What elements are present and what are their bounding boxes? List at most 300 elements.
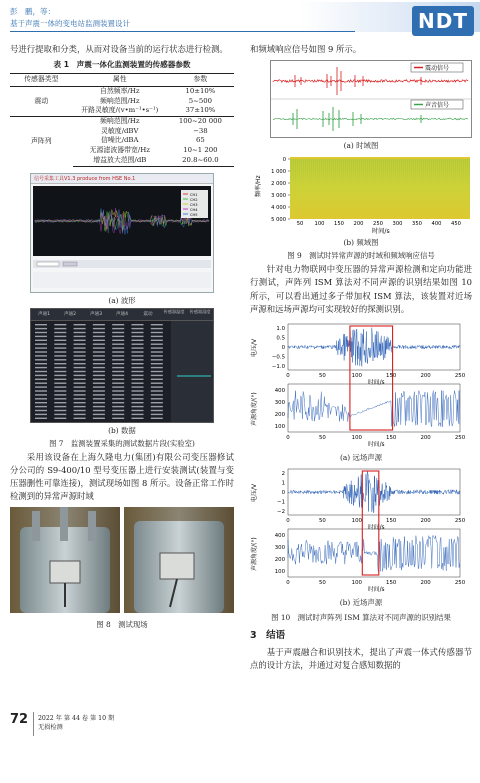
data-cell <box>93 378 105 379</box>
data-cell <box>132 339 144 340</box>
data-cell <box>74 324 86 325</box>
window-title: 信号采集工具V1.3 produce from HSE No.1 <box>31 174 213 184</box>
bushing <box>60 507 68 541</box>
fig10b-near-field <box>250 465 472 595</box>
x-tick-label: 150 <box>386 580 397 587</box>
data-cell <box>93 402 105 403</box>
fig10a-far-field <box>250 320 472 450</box>
y-tick-label: 0.5 <box>276 335 285 342</box>
x-tick-label: 0 <box>286 518 290 525</box>
data-cell <box>35 355 47 356</box>
data-cell <box>74 327 86 328</box>
fig8-caption: 图 8 测试现场 <box>96 620 148 630</box>
data-cell <box>112 386 124 387</box>
fig7a-caption: (a) 波形 <box>108 295 136 305</box>
section-heading: 3 结语 <box>250 630 286 642</box>
data-cell <box>93 390 105 391</box>
data-cell <box>151 402 163 403</box>
data-cell <box>54 351 66 352</box>
fig7-caption: 图 7 监测装置采集的测试数据片段(实验室) <box>49 438 195 448</box>
data-cell <box>112 394 124 395</box>
x-tick-label: 200 <box>420 580 431 587</box>
y-tick-label: 0 <box>282 157 286 164</box>
data-header-cell: 声通4 <box>115 311 129 317</box>
fig7b-caption: (b) 数据 <box>108 425 136 435</box>
data-cell <box>132 335 144 336</box>
table-cell: 信噪比/dBA <box>101 136 139 145</box>
voltage-axis-label: 电压/V <box>251 483 258 503</box>
data-cell <box>35 331 47 332</box>
fig10a-caption: (a) 远场声源 <box>339 453 383 463</box>
y-tick-label: 2 <box>281 471 285 478</box>
journal-issue: 2022 年 第 44 卷 第 10 期 <box>38 715 115 722</box>
paragraph: 和频域响应信号如图 9 所示。 <box>250 44 362 54</box>
page-number: 72 <box>10 712 29 727</box>
x-tick-label: 150 <box>386 373 397 380</box>
y-tick-label: −1 <box>277 499 285 506</box>
fig9a-plot <box>271 61 471 137</box>
data-cell <box>35 386 47 387</box>
x-tick-label: 200 <box>420 435 431 442</box>
data-cell <box>35 402 47 403</box>
data-cell <box>132 347 144 348</box>
data-cell <box>151 366 163 367</box>
data-cell <box>151 324 163 325</box>
x-tick-label: 50 <box>318 373 326 380</box>
journal-info <box>38 714 114 732</box>
xlabel: 时间/s <box>368 380 385 387</box>
data-cell <box>151 359 163 360</box>
xlabel: 时间/s <box>368 442 385 449</box>
y-tick-label: 400 <box>274 388 285 395</box>
table-cell: 增益放大范围/dB <box>73 156 167 166</box>
x-tick-label: 200 <box>420 518 431 525</box>
paragraph: 基于声震融合和识别技术，提出了声震一体式传感器节点的设计方法，并通过对复合感知数据的 <box>250 647 472 671</box>
data-cell <box>35 339 47 340</box>
x-tick-label: 100 <box>351 518 362 525</box>
fig9a-time-domain <box>270 60 472 138</box>
data-cell <box>54 339 66 340</box>
paragraph: 采用该设备在上海久隆电力(集团)有限公司变压器修试分公司的 S9-400/10 型号变压器上进行安装测试(装置与变压器删性可靠连接)，测试现场如图 8 所示。设备正常工作时检测到的异常声源时域 <box>10 451 234 502</box>
data-cell <box>54 374 66 375</box>
data-row-lines <box>35 324 163 419</box>
data-cell <box>74 382 86 383</box>
data-cell <box>54 331 66 332</box>
fig10-caption: 图 10 测试时声阵列 ISM 算法对不同声源的识别结果 <box>271 613 451 623</box>
data-cell <box>74 359 86 360</box>
data-cell <box>132 402 144 403</box>
y-tick-label: 1.0 <box>276 326 285 333</box>
data-cell <box>35 359 47 360</box>
data-cell <box>132 359 144 360</box>
data-cell <box>35 343 47 344</box>
table-cell: 开路灵敏度/(v•m⁻¹•s⁻¹) <box>81 106 159 115</box>
data-cell <box>93 409 105 410</box>
data-cell <box>35 363 47 364</box>
monitoring-device <box>160 553 194 579</box>
data-cell <box>35 413 47 414</box>
x-tick-label: 250 <box>373 221 383 228</box>
data-cell <box>74 402 86 403</box>
x-tick-label: 250 <box>454 580 466 587</box>
data-cell <box>132 417 144 418</box>
table-cell: 10±10% <box>185 86 216 95</box>
x-tick-label: 50 <box>318 435 326 442</box>
data-cell <box>151 413 163 414</box>
x-tick-label: 50 <box>318 580 326 587</box>
table-cell: 100~20 000 <box>167 117 234 127</box>
data-cell <box>151 405 163 406</box>
data-cell <box>93 327 105 328</box>
data-cell <box>151 370 163 371</box>
data-cell <box>74 355 86 356</box>
data-cell <box>54 382 66 383</box>
paragraph: 针对电力物联网中变压器的异常声源检测和定向功能进行测试，声阵列 ISM 算法对不同声源的识别结果如图 10 所示，可以看出通过多子带加权 ISM 算法，该装置对近场声源和远场声源均可实现较好的探测识别。 <box>250 264 472 314</box>
y-tick-label: 300 <box>274 400 285 407</box>
x-tick-label: 450 <box>451 221 461 228</box>
x-tick-label: 100 <box>351 435 362 442</box>
data-cell <box>132 390 144 391</box>
band-top <box>290 157 470 159</box>
data-cell <box>132 355 144 356</box>
control-button <box>63 262 77 266</box>
data-cell <box>112 351 124 352</box>
y-tick-label: 1 <box>281 480 285 487</box>
sound-trace <box>273 118 468 120</box>
data-cell <box>112 378 124 379</box>
table-cell: 声阵列 <box>10 117 73 167</box>
fig9b-caption: (b) 频域图 <box>343 238 379 248</box>
fig9-caption: 图 9 测试时异常声源的时域和频域响应信号 <box>287 251 435 261</box>
xlabel: 时间/s <box>368 587 385 594</box>
ylabel: 频率/Hz <box>255 175 262 198</box>
table-cell: 5~500 <box>188 96 213 105</box>
data-cell <box>112 347 124 348</box>
data-cell <box>151 363 163 364</box>
data-cell <box>35 335 47 336</box>
y-tick-label: 4 000 <box>271 205 286 212</box>
fig7b-data-table <box>30 308 214 423</box>
data-cell <box>112 409 124 410</box>
data-cell <box>151 394 163 395</box>
y-tick-label: 1 000 <box>271 169 286 176</box>
data-header-cell: 声通2 <box>63 311 77 317</box>
fig7a-software-screenshot <box>30 173 214 293</box>
data-header-cell: 传感器湿度 <box>189 308 211 314</box>
data-cell <box>151 398 163 399</box>
data-cell <box>132 378 144 379</box>
table-cell: 37±10% <box>185 106 216 115</box>
data-header-row <box>31 309 213 321</box>
data-cell <box>93 363 105 364</box>
y-tick-label: 3 000 <box>271 193 286 200</box>
fig8-photo <box>10 507 234 613</box>
running-title: 基于声震一体的变电站监测装置设计 <box>10 19 130 28</box>
data-cell <box>112 382 124 383</box>
data-cell <box>132 409 144 410</box>
data-cell <box>35 324 47 325</box>
data-cell <box>54 359 66 360</box>
data-cell <box>35 327 47 328</box>
table-cell: 自然频率/Hz <box>99 86 140 95</box>
data-cell <box>74 378 86 379</box>
data-cell <box>93 374 105 375</box>
data-cell <box>132 413 144 414</box>
data-cell <box>93 331 105 332</box>
data-cell <box>54 409 66 410</box>
table-cell: 65 <box>196 136 205 145</box>
x-tick-label: 250 <box>454 373 466 380</box>
table-cell: 震动 <box>34 96 49 105</box>
data-cell <box>54 343 66 344</box>
data-cell <box>74 331 86 332</box>
data-cell <box>35 351 47 352</box>
angle-axis-label: 声源角度/(°) <box>251 392 258 427</box>
data-header-cell: 传感器温度 <box>163 308 185 314</box>
data-cell <box>93 394 105 395</box>
data-cell <box>35 366 47 367</box>
data-cell <box>93 324 105 325</box>
data-cell <box>132 327 144 328</box>
angle-series <box>288 390 460 426</box>
fig9b-frequency-domain <box>254 153 472 235</box>
y-tick-label: 100 <box>274 424 285 431</box>
data-cell <box>74 405 86 406</box>
data-cell <box>74 413 86 414</box>
table-cell: 无源滤波器带宽/Hz <box>89 146 150 155</box>
voltage-series <box>288 328 460 367</box>
control-bar <box>33 260 211 268</box>
x-tick-label: 400 <box>431 221 442 228</box>
monitoring-device <box>50 561 80 583</box>
voltage-series <box>288 471 460 513</box>
y-tick-label: 200 <box>274 412 285 419</box>
data-cell <box>112 335 124 336</box>
spectrogram-texture <box>290 157 470 219</box>
data-cell <box>112 405 124 406</box>
bushing <box>88 511 96 541</box>
data-cell <box>112 413 124 414</box>
data-cell <box>93 370 105 371</box>
table-cell: 频响范围/Hz <box>73 117 167 127</box>
angle-series <box>288 536 460 572</box>
y-tick-label: 300 <box>274 545 285 552</box>
table-header: 参数 <box>167 74 234 87</box>
data-cell <box>112 331 124 332</box>
right-column <box>250 43 472 673</box>
data-cell <box>54 386 66 387</box>
data-cell <box>132 370 144 371</box>
data-cell <box>151 382 163 383</box>
table-header: 属性 <box>73 74 167 87</box>
data-cell <box>132 398 144 399</box>
data-cell <box>74 347 86 348</box>
data-cell <box>35 405 47 406</box>
page-header <box>0 0 480 40</box>
angle-axis-label: 声源角度/(°) <box>251 537 258 572</box>
data-cell <box>54 398 66 399</box>
data-cell <box>151 417 163 418</box>
legend-label: CH3 <box>190 202 198 207</box>
data-cell <box>132 405 144 406</box>
journal-logo: NDT <box>412 6 474 36</box>
data-cell <box>54 413 66 414</box>
x-tick-label: 350 <box>412 221 422 228</box>
bushing <box>32 511 40 541</box>
footer-rule <box>33 712 34 736</box>
legend-vibration: 震动信号 <box>425 65 450 73</box>
data-cell <box>74 351 86 352</box>
y-tick-label: 400 <box>274 533 285 540</box>
data-cell <box>54 378 66 379</box>
data-cell <box>112 370 124 371</box>
data-cell <box>54 366 66 367</box>
data-cell <box>54 324 66 325</box>
data-cell <box>74 386 86 387</box>
data-header-cell: 震动 <box>143 311 153 317</box>
data-cell <box>93 382 105 383</box>
y-tick-label: 0 <box>281 345 285 352</box>
table-title: 表 1 声震一体化监测装置的传感器参数 <box>53 60 191 70</box>
table-header: 传感器类型 <box>10 74 73 87</box>
header-rule <box>10 31 355 32</box>
data-cell <box>93 335 105 336</box>
data-cell <box>35 370 47 371</box>
data-cell <box>93 417 105 418</box>
x-tick-label: 100 <box>351 580 362 587</box>
data-cell <box>35 382 47 383</box>
data-cell <box>35 390 47 391</box>
data-cell <box>151 343 163 344</box>
data-cell <box>112 339 124 340</box>
data-cell <box>151 386 163 387</box>
data-cell <box>112 398 124 399</box>
table-cell: 10~1 200 <box>183 146 218 155</box>
data-cell <box>35 409 47 410</box>
data-cell <box>112 366 124 367</box>
fig10b-caption: (b) 近场声源 <box>339 598 383 608</box>
left-column <box>10 43 234 632</box>
x-tick-label: 50 <box>318 518 326 525</box>
data-cell <box>93 366 105 367</box>
fig10a-plot <box>250 320 472 450</box>
x-tick-label: 250 <box>454 518 466 525</box>
data-cell <box>74 335 86 336</box>
data-cell <box>74 366 86 367</box>
x-tick-label: 0 <box>286 580 290 587</box>
data-cell <box>74 409 86 410</box>
data-cell <box>112 355 124 356</box>
data-cell <box>151 335 163 336</box>
fig9a-caption: (a) 时域图 <box>343 141 379 151</box>
data-cell <box>54 370 66 371</box>
y-tick-label: 100 <box>274 569 285 576</box>
data-cell <box>74 417 86 418</box>
status-panel <box>33 272 211 288</box>
y-tick-label: −2 <box>277 509 285 516</box>
data-cell <box>151 339 163 340</box>
data-cell <box>151 331 163 332</box>
y-tick-label: 5 000 <box>271 217 286 224</box>
data-cell <box>112 417 124 418</box>
legend-label: CH2 <box>190 197 198 202</box>
data-cell <box>93 386 105 387</box>
data-cell <box>132 366 144 367</box>
table-cell: −38 <box>193 126 208 135</box>
data-cell <box>93 398 105 399</box>
data-cell <box>132 343 144 344</box>
data-cell <box>74 343 86 344</box>
data-cell <box>54 335 66 336</box>
data-header-cell: 声通3 <box>89 311 103 317</box>
data-cell <box>74 398 86 399</box>
data-cell <box>54 417 66 418</box>
data-cell <box>112 363 124 364</box>
data-cell <box>151 378 163 379</box>
data-cell <box>54 355 66 356</box>
journal-name: 无损检测 <box>38 724 63 731</box>
fig9a-traces <box>271 67 471 131</box>
data-cell <box>151 327 163 328</box>
data-cell <box>93 347 105 348</box>
data-cell <box>151 355 163 356</box>
data-cell <box>35 378 47 379</box>
sensor-parameter-table <box>10 73 234 166</box>
test-site-photo <box>10 507 234 613</box>
data-cell <box>132 324 144 325</box>
data-cell <box>35 417 47 418</box>
data-cell <box>35 374 47 375</box>
data-cell <box>93 355 105 356</box>
x-tick-label: 100 <box>351 373 362 380</box>
data-cell <box>112 374 124 375</box>
data-cell <box>132 394 144 395</box>
x-tick-label: 50 <box>296 221 304 228</box>
data-cell <box>35 347 47 348</box>
data-cell <box>132 363 144 364</box>
fig7a-waveform-panel <box>31 184 213 292</box>
data-cell <box>112 324 124 325</box>
paragraph: 号进行提取和分类，从而对设备当前的运行状态进行检测。 <box>10 44 228 54</box>
data-cell <box>74 390 86 391</box>
data-cell <box>93 359 105 360</box>
data-cell <box>74 363 86 364</box>
data-cell <box>54 347 66 348</box>
vibration-trace <box>273 80 468 82</box>
data-cell <box>35 394 47 395</box>
x-tick-label: 200 <box>420 373 431 380</box>
data-cell <box>151 409 163 410</box>
data-cell <box>112 343 124 344</box>
fig10b-plot <box>250 465 472 595</box>
y-tick-label: 0 <box>281 490 285 497</box>
data-cell <box>54 394 66 395</box>
data-cell <box>74 339 86 340</box>
data-cell <box>93 405 105 406</box>
legend-label: CH1 <box>190 192 198 197</box>
x-tick-label: 100 <box>314 221 325 228</box>
x-tick-label: 150 <box>386 518 397 525</box>
data-cell <box>74 374 86 375</box>
data-cell <box>112 390 124 391</box>
x-tick-label: 150 <box>334 221 344 228</box>
data-cell <box>54 390 66 391</box>
running-authors: 彭 鹏，等： <box>10 7 55 16</box>
xlabel: 时间/s <box>368 525 385 532</box>
data-cell <box>74 370 86 371</box>
data-cell <box>151 351 163 352</box>
data-cell <box>151 374 163 375</box>
